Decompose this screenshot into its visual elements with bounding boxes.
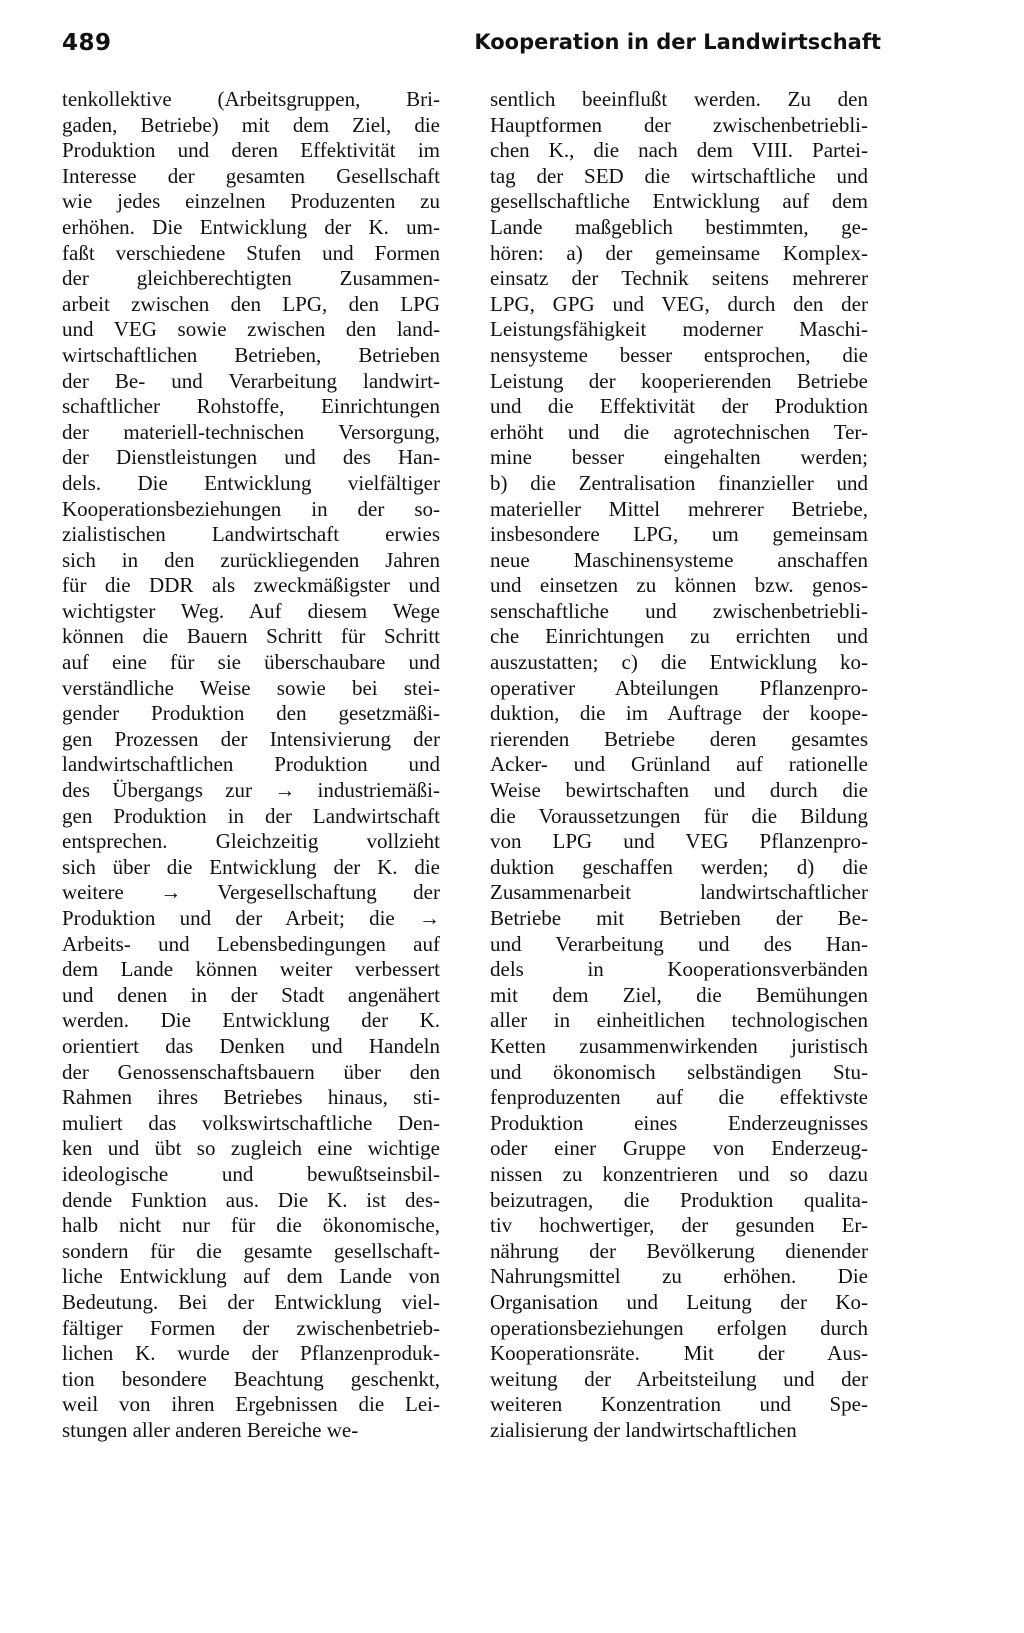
text-line: der gleichberechtigten Zusammen- <box>62 266 440 291</box>
text-line: auszustatten; c) die Entwicklung ko- <box>490 650 868 675</box>
text-line: operativer Abteilungen Pflanzenpro- <box>490 675 868 700</box>
text-line: sich über die Entwicklung der K. die <box>62 854 440 879</box>
text-line: gen Prozessen der Intensivierung der <box>62 726 440 751</box>
text-line: Rahmen ihres Betriebes hinaus, sti- <box>62 1085 440 1110</box>
text-line: Weise bewirtschaften und durch die <box>490 778 868 803</box>
text-line: nissen zu konzentrieren und so dazu <box>490 1161 868 1186</box>
text-line: weiteren Konzentration und Spe- <box>490 1392 868 1417</box>
text-line: fenproduzenten auf die effektivste <box>490 1085 868 1110</box>
text-line: Acker- und Grünland auf rationelle <box>490 752 868 777</box>
text-line: der materiell-technischen Versorgung, <box>62 419 440 444</box>
text-line: nährung der Bevölkerung dienender <box>490 1238 868 1263</box>
text-line: auf eine für sie überschaubare und <box>62 650 440 675</box>
text-line: Betriebe mit Betrieben der Be- <box>490 906 868 930</box>
text-line: sich in den zurückliegenden Jahren <box>62 547 440 572</box>
text-line: wirtschaftlichen Betrieben, Betrieben <box>62 342 440 367</box>
text-line: Zusammenarbeit landwirtschaftlicher <box>490 880 868 905</box>
text-line: und VEG sowie zwischen den land- <box>62 317 440 342</box>
text-line: und denen in der Stadt angenähert <box>62 982 440 1007</box>
text-line: tiv hochwertiger, der gesunden Er- <box>490 1213 868 1238</box>
right-column <box>490 87 868 1443</box>
text-line: Hauptformen der zwischenbetriebli- <box>490 112 868 137</box>
running-title: Kooperation in der Landwirtschaft <box>474 30 881 54</box>
text-line: Nahrungsmittel zu erhöhen. Die <box>490 1264 868 1289</box>
text-line: che Einrichtungen zu errichten und <box>490 624 868 649</box>
text-line: oder einer Gruppe von Enderzeug- <box>490 1136 868 1161</box>
text-line: des Übergangs zur → industriemäßi- <box>62 778 440 803</box>
text-line: nensysteme besser entsprochen, die <box>490 342 868 367</box>
text-line: Kooperationsräte. Mit der Aus- <box>490 1341 868 1366</box>
text-line: rierenden Betriebe deren gesamtes <box>490 726 868 751</box>
text-line: Produktion und deren Effektivität im <box>62 138 440 163</box>
text-line: werden. Die Entwicklung der K. <box>62 1008 440 1033</box>
text-line: für die DDR als zweckmäßigster und <box>62 573 440 598</box>
text-line: und einsetzen zu können bzw. genos- <box>490 573 868 598</box>
text-line: LPG, GPG und VEG, durch den der <box>490 291 868 316</box>
page-header <box>0 30 1024 70</box>
text-line: ideologische und bewußtseinsbil- <box>62 1161 440 1186</box>
text-line: Bedeutung. Bei der Entwicklung viel- <box>62 1289 440 1314</box>
text-line: Leistungsfähigkeit moderner Maschi- <box>490 317 868 342</box>
text-line: gender Produktion den gesetzmäßi- <box>62 701 440 726</box>
text-line: neue Maschinensysteme anschaffen <box>490 547 868 572</box>
text-line: sondern für die gesamte gesellschaft- <box>62 1238 440 1263</box>
text-line: wichtigster Weg. Auf diesem Wege <box>62 598 440 623</box>
left-column <box>62 87 440 1443</box>
text-line: Arbeits- und Lebensbedingungen auf <box>62 931 440 956</box>
text-line: die Voraussetzungen für die Bildung <box>490 803 868 828</box>
text-line: duktion geschaffen werden; d) die <box>490 854 868 879</box>
text-line: halb nicht nur für die ökonomische, <box>62 1213 440 1238</box>
text-line: weitere → Vergesellschaftung der <box>62 880 440 905</box>
text-line: Ketten zusammenwirkenden juristisch <box>490 1033 868 1058</box>
text-line: duktion, die im Auftrage der koope- <box>490 701 868 726</box>
text-line: erhöhen. Die Entwicklung der K. um- <box>62 214 440 239</box>
text-line: verständliche Weise sowie bei stei- <box>62 675 440 700</box>
text-line: der Genossenschaftsbauern über den <box>62 1059 440 1084</box>
text-line: weil von ihren Ergebnissen die Lei- <box>62 1392 440 1417</box>
text-line: chen K., die nach dem VIII. Partei- <box>490 138 868 163</box>
text-line: stungen aller anderen Bereiche we- <box>62 1417 359 1442</box>
text-line: dende Funktion aus. Die K. ist des- <box>62 1187 440 1212</box>
text-line: gen Produktion in der Landwirtschaft <box>62 803 440 828</box>
text-line: Lande maßgeblich bestimmten, ge- <box>490 214 868 239</box>
text-line: und Verarbeitung und des Han- <box>490 931 868 956</box>
text-line: zialistischen Landwirtschaft erwies <box>62 522 440 547</box>
text-line: gaden, Betriebe) mit dem Ziel, die <box>62 112 440 137</box>
text-line: schaftlicher Rohstoffe, Einrichtungen <box>62 394 440 419</box>
text-line: tion besondere Beachtung geschenkt, <box>62 1366 440 1391</box>
text-line: materieller Mittel mehrerer Betriebe, <box>490 496 868 521</box>
text-line: können die Bauern Schritt für Schritt <box>62 624 440 649</box>
text-line: hören: a) der gemeinsame Komplex- <box>490 240 868 265</box>
text-line: dem Lande können weiter verbessert <box>62 957 440 982</box>
text-line: erhöht und die agrotechnischen Ter- <box>490 419 868 444</box>
text-line: gesellschaftliche Entwicklung auf dem <box>490 189 868 214</box>
text-line: operationsbeziehungen erfolgen durch <box>490 1315 868 1340</box>
text-line: b) die Zentralisation finanzieller und <box>490 470 868 495</box>
text-line: von LPG und VEG Pflanzenpro- <box>490 829 868 854</box>
text-line: insbesondere LPG, um gemeinsam <box>490 522 868 547</box>
text-line: orientiert das Denken und Handeln <box>62 1033 440 1058</box>
text-line: Produktion eines Enderzeugnisses <box>490 1110 868 1135</box>
text-line: senschaftliche und zwischenbetriebli- <box>490 598 868 623</box>
text-line: weitung der Arbeitsteilung und der <box>490 1366 868 1391</box>
text-line: entsprechen. Gleichzeitig vollzieht <box>62 829 440 854</box>
text-line: lichen K. wurde der Pflanzenproduk- <box>62 1341 440 1366</box>
text-line: faßt verschiedene Stufen und Formen <box>62 240 440 265</box>
text-line: sentlich beeinflußt werden. Zu den <box>490 87 868 111</box>
text-line: Interesse der gesamten Gesellschaft <box>62 163 440 188</box>
text-line: wie jedes einzelnen Produzenten zu <box>62 189 440 214</box>
text-line: mit dem Ziel, die Bemühungen <box>490 982 868 1007</box>
text-line: und ökonomisch selbständigen Stu- <box>490 1059 868 1084</box>
page-number: 489 <box>62 30 112 56</box>
text-line: zialisierung der landwirtschaftlichen <box>490 1417 797 1442</box>
text-line: fältiger Formen der zwischenbetrieb- <box>62 1315 440 1340</box>
text-line: arbeit zwischen den LPG, den LPG <box>62 291 440 316</box>
text-line: dels in Kooperationsverbänden <box>490 957 868 982</box>
text-line: liche Entwicklung auf dem Lande von <box>62 1264 440 1289</box>
text-line: mine besser eingehalten werden; <box>490 445 868 470</box>
text-line: der Dienstleistungen und des Han- <box>62 445 440 470</box>
text-line: der Be- und Verarbeitung landwirt- <box>62 368 440 393</box>
text-line: Organisation und Leitung der Ko- <box>490 1289 868 1314</box>
text-line: tenkollektive (Arbeitsgruppen, Bri- <box>62 87 440 111</box>
text-line: aller in einheitlichen technologischen <box>490 1008 868 1033</box>
text-line: Leistung der kooperierenden Betriebe <box>490 368 868 393</box>
text-line: ken und übt so zugleich eine wichtige <box>62 1136 440 1161</box>
text-line: dels. Die Entwicklung vielfältiger <box>62 470 440 495</box>
text-line: Kooperationsbeziehungen in der so- <box>62 496 440 521</box>
text-line: tag der SED die wirtschaftliche und <box>490 163 868 188</box>
text-line: Produktion und der Arbeit; die → <box>62 906 440 930</box>
text-line: einsatz der Technik seitens mehrerer <box>490 266 868 291</box>
text-line: und die Effektivität der Produktion <box>490 394 868 419</box>
text-line: beizutragen, die Produktion qualita- <box>490 1187 868 1212</box>
text-line: muliert das volkswirtschaftliche Den- <box>62 1110 440 1135</box>
text-line: landwirtschaftlichen Produktion und <box>62 752 440 777</box>
